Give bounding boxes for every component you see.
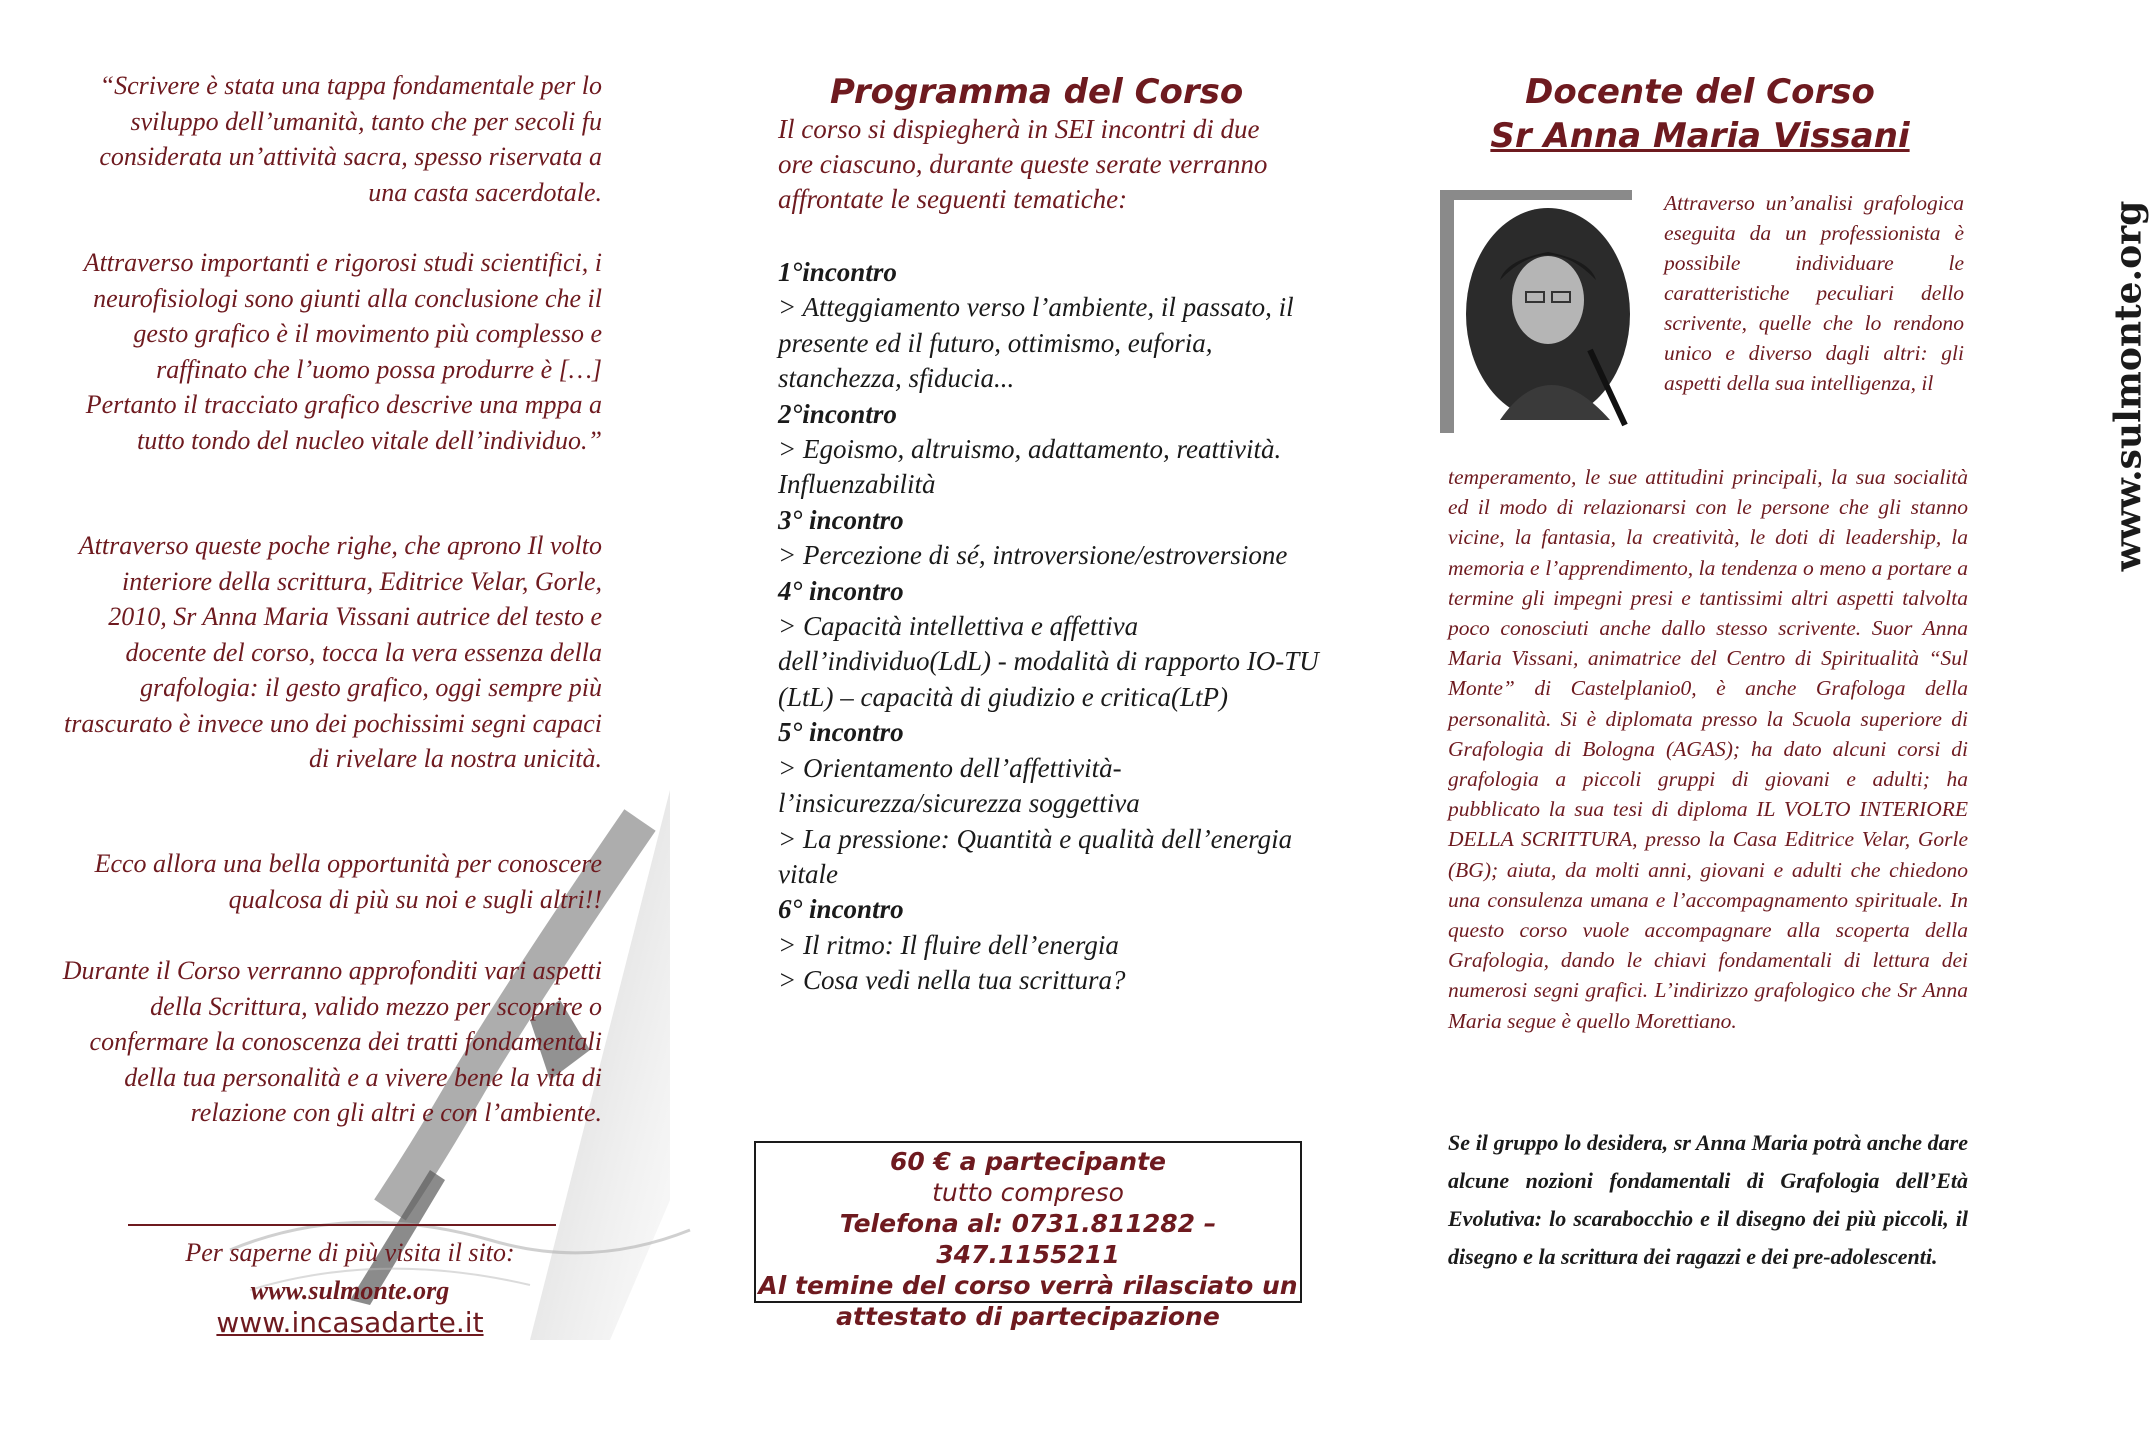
meeting-topic: > Percezione di sé, introversione/estroversione	[778, 540, 1288, 571]
teacher-title: Docente del Corso	[1525, 72, 1875, 112]
studies-paragraph: Attraverso importanti e rigorosi studi scientifici, i neurofisiologi sono giunti alla conclusione che il gesto grafico è il movimento più complesso e raffinato che l’uomo possa produrre è […] Pertanto il tracciato grafico descrive una mppa a tutto tondo del nucleo vitale dell’individuo.”	[83, 248, 602, 455]
divider	[128, 1224, 556, 1226]
meeting-item	[778, 574, 1338, 716]
included-label: tutto compreso	[932, 1178, 1124, 1207]
meeting-topic: > La pressione: Quantità e qualità dell’energia vitale	[778, 823, 1293, 889]
left-panel	[0, 0, 680, 1447]
meeting-heading: 1°incontro	[778, 257, 897, 287]
meeting-topic: > Il ritmo: Il fluire dell’energia	[778, 929, 1119, 960]
meeting-item	[778, 503, 1338, 574]
middle-panel	[740, 0, 1340, 1447]
vertical-website-link[interactable]: www.sulmonte.org	[2107, 200, 2149, 572]
meeting-topic: > Egoismo, altruismo, adattamento, reattività.	[778, 434, 1282, 465]
meeting-heading: 6° incontro	[778, 894, 904, 925]
meeting-heading: 3° incontro	[778, 504, 904, 535]
meetings-list	[778, 255, 1338, 999]
teacher-photo	[1440, 190, 1632, 433]
meeting-item	[778, 715, 1338, 892]
program-title: Programma del Corso	[830, 72, 1244, 112]
meeting-topic: Influenzabilità	[778, 469, 936, 500]
meeting-topic: > Capacità intellettiva e affettiva dell’individuo(LdL) - modalità di rapporto IO-TU (LtL) – capacità di giudizio e critica(LtP)	[778, 611, 1319, 712]
meeting-heading: 5° incontro	[778, 717, 904, 748]
analysis-intro: Attraverso un’analisi grafologica eseguita da un professionista è possibile individuare le caratteristiche peculiari dello scrivente, quelle che lo rendono unico e diverso dagli altri: gli aspetti della sua intelligenza, il	[1664, 191, 1964, 395]
meeting-item	[778, 397, 1338, 503]
teacher-name: Sr Anna Maria Vissani	[1490, 116, 1910, 156]
price-label: 60 € a partecipante	[889, 1147, 1167, 1176]
meeting-topic: > Atteggiamento verso l’ambiente, il passato, il presente ed il futuro, ottimismo, euforia, stanchezza, sfiducia...	[778, 292, 1294, 394]
website-link-sulmonte[interactable]: www.sulmonte.org	[250, 1276, 450, 1305]
teacher-bio: temperamento, le sue attitudini principali, la sua socialità ed il modo di relazionarsi con le persone che gli stanno vicine, la fantasia, la creatività, le doti di leadership, la memoria e l’apprendimento, la tendenza o meno a portare a termine gli impegni presi e tantissimi altri aspetti talvolta poco conosciuti anche dallo stesso scrivente. Suor Anna Maria Vissani, animatrice del Centro di Spiritualità “Sul Monte” di Castelplanio0, è anche Grafologa della personalità. Si è diplomata presso la Scuola superiore di Grafologia di Bologna (AGAS); ha dato alcuni corsi di grafologia a piccoli gruppi di giovani e adulti; ha pubblicato la sua tesi di diploma IL VOLTO INTERIORE DELLA SCRITTURA, presso la Casa Editrice Velar, Gorle (BG); aiuta, da molti anni, giovani e adulti che chiedono una consulenza umana e l’accompagnamento spirituale. In questo corso vuole accompagnare alla scoperta della Grafologia, dando le chiavi fondamentali di lettura dei numerosi segni grafici. L’indirizzo grafologico che Sr Anna Maria segue è quello Morettiano.	[1448, 465, 1968, 1033]
meeting-heading: 2°incontro	[778, 398, 897, 429]
certificate-label: Al temine del corso verrà rilasciato un attestato di partecipazione	[758, 1271, 1298, 1331]
quote-paragraph: “Scrivere è stata una tappa fondamentale per lo sviluppo dell’umanità, tanto che per secoli fu considerata un’attività sacra, spesso riservata a una casta sacerdotale.	[99, 71, 602, 207]
meeting-topic: > Cosa vedi nella tua scrittura?	[778, 965, 1126, 996]
right-panel	[1420, 0, 2149, 1447]
developmental-note: Se il gruppo lo desidera, sr Anna Maria potrà anche dare alcune nozioni fondamentali di Grafologia dell’Età Evolutiva: lo scarabocchio e il disegno dei più piccoli, il disegno e la scrittura dei ragazzi e dei pre-adolescenti.	[1448, 1130, 1968, 1269]
meeting-item	[778, 892, 1338, 998]
more-info-label: Per saperne di più visita il sito:	[185, 1238, 515, 1267]
price-box	[754, 1141, 1302, 1331]
meeting-heading: 4° incontro	[778, 575, 904, 606]
meeting-item	[778, 255, 1338, 397]
course-paragraph: Durante il Corso verranno approfonditi vari aspetti della Scrittura, valido mezzo per scoprire o confermare la conoscenza dei tratti fondamentali della tua personalità e a vivere bene la vita di relazione con gli altri e con l’ambiente.	[62, 956, 602, 1127]
program-intro: Il corso si dispiegherà in SEI incontri di due ore ciascuno, durante queste serate verranno affrontate le seguenti tematiche:	[778, 114, 1268, 214]
book-paragraph: Attraverso queste poche righe, che aprono Il volto interiore della scrittura, Editrice Velar, Gorle, 2010, Sr Anna Maria Vissani autrice del testo e docente del corso, tocca la vera essenza della grafologia: il gesto grafico, oggi sempre più trascurato è invece uno dei pochissimi segni capaci di rivelare la nostra unicità.	[64, 531, 602, 773]
opportunity-paragraph: Ecco allora una bella opportunità per conoscere qualcosa di più su noi e sugli altri!!	[94, 849, 602, 914]
website-link-incasadarte[interactable]: www.incasadarte.it	[216, 1306, 484, 1339]
meeting-topic: > Orientamento dell’affettività- l’insicurezza/sicurezza soggettiva	[778, 752, 1140, 819]
phone-label: Telefona al: 0731.811282 – 347.1155211	[839, 1209, 1217, 1269]
